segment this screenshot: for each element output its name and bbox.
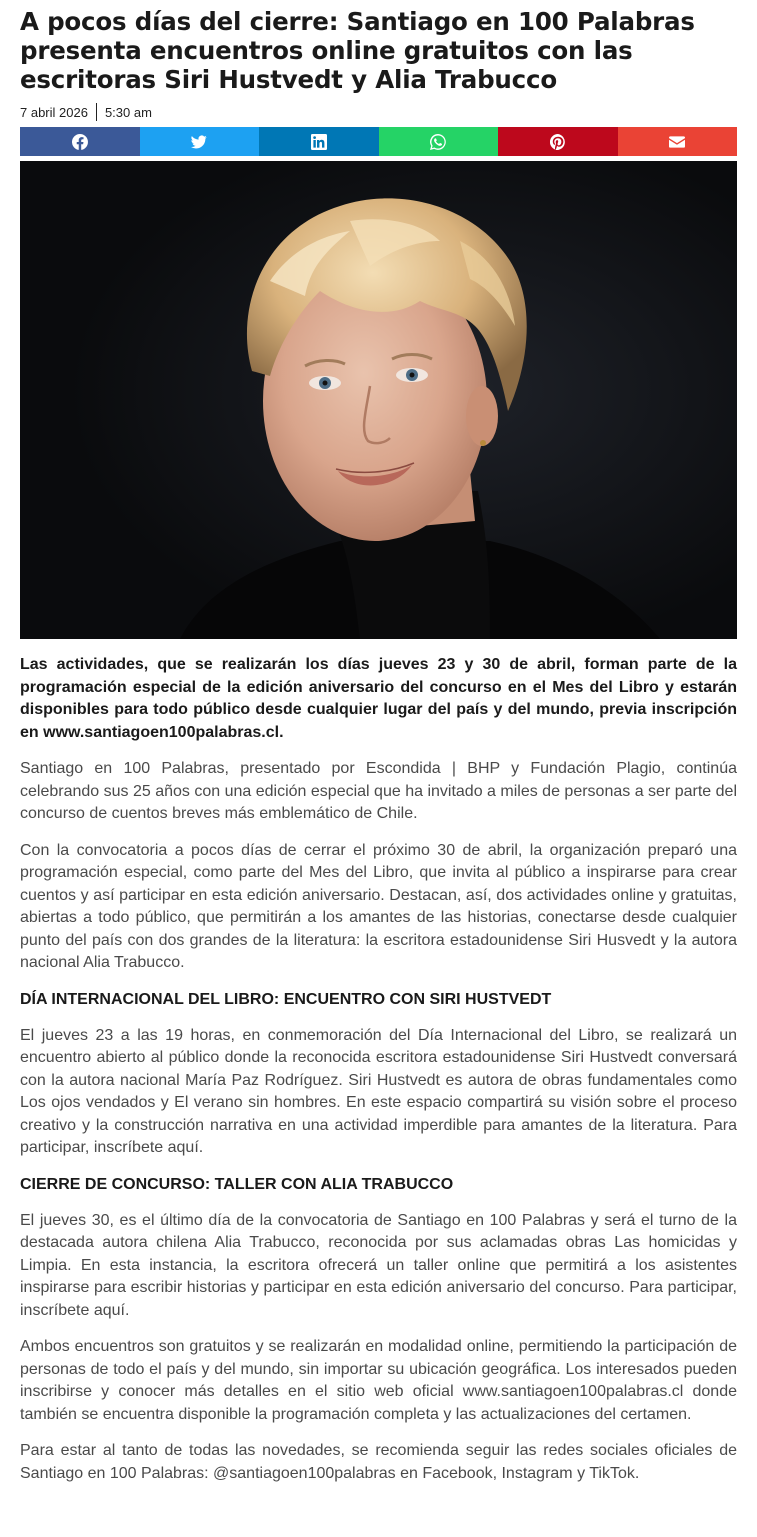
- whatsapp-icon: [430, 134, 446, 150]
- article-paragraph: El jueves 23 a las 19 horas, en conmemoración del Día Internacional del Libro, se realizará un encuentro abierto al público donde la reconocida escritora estadounidense Siri Hustvedt conversará con la autora nacional María Paz Rodríguez. Siri Hustvedt es autora de obras fundamentales como Los ojos vendados y El verano sin hombres. En este espacio compartirá su visión sobre el proceso creativo y la construcción narrativa en una actividad imperdible para amantes de la literatura. Para participar, inscríbete aquí.: [20, 1026, 737, 1156]
- pinterest-icon: [550, 134, 566, 150]
- share-twitter-button[interactable]: [140, 127, 260, 156]
- section-heading: CIERRE DE CONCURSO: TALLER CON ALIA TRABUCCO: [20, 1175, 454, 1193]
- share-facebook-button[interactable]: [20, 127, 140, 156]
- article-paragraph: Ambos encuentros son gratuitos y se realizarán en modalidad online, permitiendo la participación de personas de todo el país y del mundo, sin importar su ubicación geográfica. Los interesados pueden inscribirse y conocer más detalles en el sitio web oficial www.santiagoen100palabras.cl donde también se encuentra disponible la programación completa y las actualizaciones del certamen.: [20, 1338, 737, 1423]
- share-whatsapp-button[interactable]: [379, 127, 499, 156]
- publish-date: 7 abril 2026: [20, 104, 88, 120]
- share-pinterest-button[interactable]: [498, 127, 618, 156]
- share-bar: [20, 127, 737, 156]
- article-container: [20, 0, 737, 1499]
- article-paragraph: Santiago en 100 Palabras, presentado por Escondida | BHP y Fundación Plagio, continúa celebrando sus 25 años con una edición especial que ha invitado a miles de personas a ser parte del concurso de cuentos breves más emblemático de Chile.: [20, 760, 737, 822]
- article-title: A pocos días del cierre: Santiago en 100 Palabras presenta encuentros online gratuitos con las escritoras Siri Hustvedt y Alia Trabucco: [20, 7, 695, 94]
- share-email-button[interactable]: [618, 127, 738, 156]
- author-portrait-photo: [20, 161, 737, 639]
- article-paragraph: El jueves 30, es el último día de la convocatoria de Santiago en 100 Palabras y será el turno de la destacada autora chilena Alia Trabucco, reconocida por sus aclamadas obras Las homicidas y Limpia. En esta instancia, la escritora ofrecerá un taller online que permitirá a los asistentes inspirarse para escribir historias y participar en esta edición aniversario del concurso. Para participar, inscríbete aquí.: [20, 1211, 737, 1319]
- article-meta: [20, 101, 737, 123]
- article-lead: Las actividades, que se realizarán los días jueves 23 y 30 de abril, forman parte de la programación especial de la edición aniversario del concurso en el Mes del Libro y estarán disponibles para todo público desde cualquier lugar del país y del mundo, previa inscripción en www.santiagoen100palabras.cl.: [20, 656, 737, 741]
- linkedin-icon: [311, 134, 327, 150]
- article-paragraph: Con la convocatoria a pocos días de cerrar el próximo 30 de abril, la organización preparó una programación especial, como parte del Mes del Libro, que invita al público a inspirarse para crear cuentos y así participar en esta edición aniversario. Destacan, así, dos actividades online y gratuitas, abiertas a todo público, que permitirán a los amantes de las historias, conectarse desde cualquier punto del país con dos grandes de la literatura: la escritora estadounidense Siri Husvedt y la autora nacional Alia Trabucco.: [20, 841, 737, 971]
- publish-time: 5:30 am: [104, 104, 152, 120]
- article-paragraph: Para estar al tanto de todas las novedades, se recomienda seguir las redes sociales oficiales de Santiago en 100 Palabras: @santiagoen100palabras en Facebook, Instagram y TikTok.: [20, 1442, 737, 1482]
- share-linkedin-button[interactable]: [259, 127, 379, 156]
- portrait-illustration: [20, 161, 737, 639]
- envelope-icon: [669, 134, 685, 150]
- facebook-icon: [72, 134, 88, 150]
- twitter-icon: [191, 134, 207, 150]
- article-body: [20, 654, 737, 1485]
- section-heading: DÍA INTERNACIONAL DEL LIBRO: ENCUENTRO CON SIRI HUSTVEDT: [20, 990, 552, 1008]
